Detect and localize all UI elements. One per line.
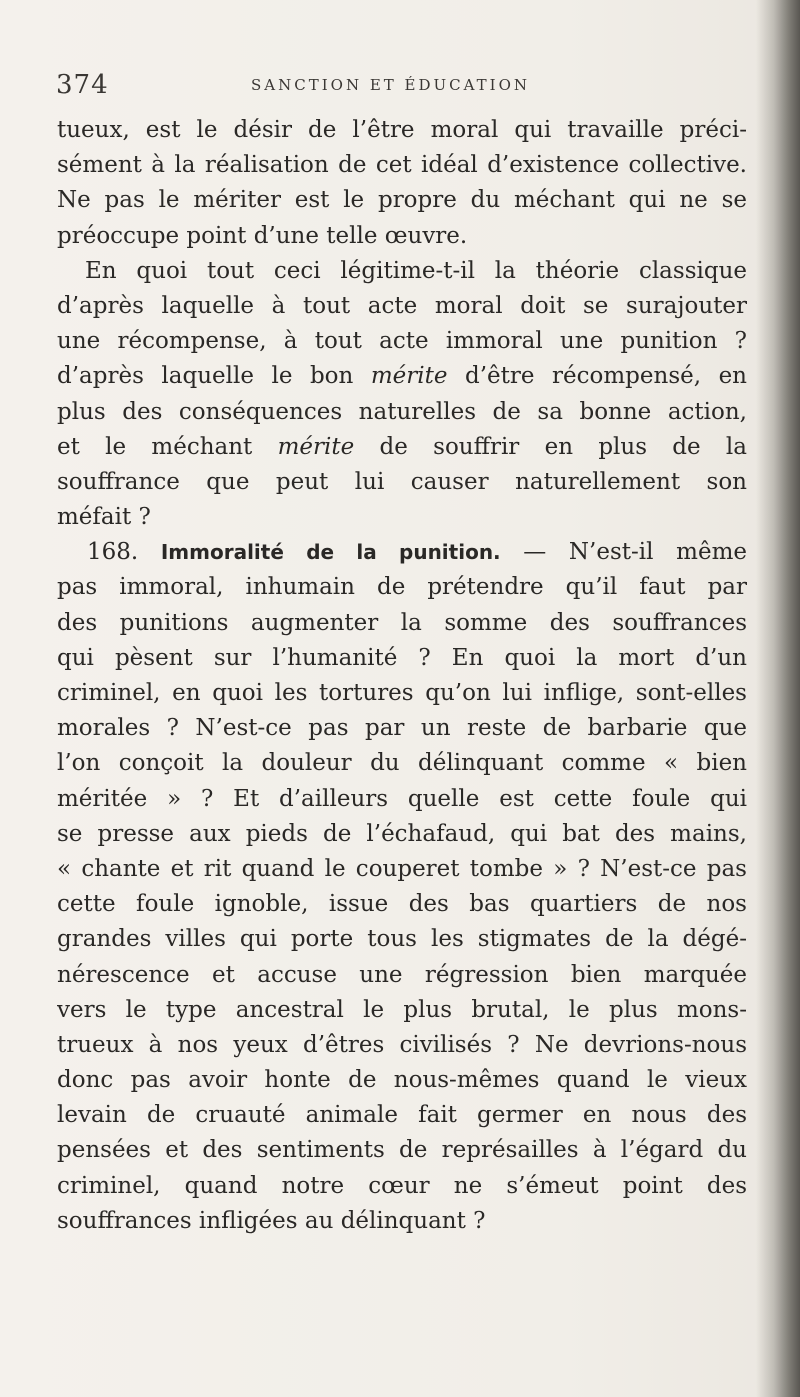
text-line: « chante et rit quand le couperet tombe » ? N’est-ce pas	[57, 855, 747, 882]
page-number: 374	[56, 70, 109, 100]
text-line: levain de cruauté animale fait germer en nous des	[57, 1102, 747, 1129]
text-line: qui pèsent sur l’humanité ? En quoi la mort d’un	[57, 644, 747, 671]
text-line: méfait ?	[57, 504, 151, 531]
text-fragment: d’après laquelle le bon	[57, 363, 371, 390]
text-line: trueux à nos yeux d’êtres civilisés ? Ne devrions-nous	[57, 1031, 747, 1058]
text-fragment: de souffrir en plus de la	[354, 433, 747, 460]
text-line	[57, 359, 747, 394]
text-line: pas immoral, inhumain de prétendre qu’il faut par	[57, 574, 747, 601]
text-line: souffrances infligées au délinquant ?	[57, 1207, 486, 1234]
running-title: SANCTION ET ÉDUCATION	[251, 76, 531, 94]
italic-word: mérite	[277, 433, 355, 460]
text-fragment: d’être récompensé, en	[447, 363, 747, 390]
text-line: une récompense, à tout acte immoral une punition ?	[57, 328, 747, 355]
text-line: préoccupe point d’une telle œuvre.	[57, 222, 468, 249]
text-line	[57, 430, 747, 465]
text-line: sément à la réalisation de cet idéal d’existence collective.	[57, 152, 747, 179]
running-head	[56, 70, 736, 100]
text-line: grandes villes qui porte tous les stigmates de la dégé-	[57, 926, 747, 953]
text-line: d’après laquelle à tout acte moral doit se surajouter	[57, 292, 747, 319]
text-line: plus des conséquences naturelles de sa bonne action,	[57, 398, 747, 425]
section-heading: Immoralité de la punition.	[160, 540, 501, 565]
text-line: criminel, quand notre cœur ne s’émeut point des	[57, 1172, 747, 1199]
text-line: méritée » ? Et d’ailleurs quelle est cette foule qui	[57, 785, 747, 812]
text-line: souffrance que peut lui causer naturellement son	[57, 468, 747, 495]
body-text	[57, 113, 747, 1239]
page-edge-shadow	[756, 0, 800, 1397]
text-line: morales ? N’est-ce pas par un reste de barbarie que	[57, 715, 747, 742]
italic-word: mérite	[370, 363, 448, 390]
text-line: donc pas avoir honte de nous-mêmes quand le vieux	[57, 1067, 747, 1094]
text-fragment: et le méchant	[57, 433, 278, 460]
text-line: tueux, est le désir de l’être moral qui travaille préci-	[57, 117, 747, 143]
text-line: des punitions augmenter la somme des souffrances	[57, 609, 747, 636]
text-line: pensées et des sentiments de représailles à l’égard du	[57, 1137, 747, 1164]
section-number: 168.	[87, 539, 139, 566]
section-heading-line	[57, 535, 747, 570]
text-line: nérescence et accuse une régression bien marquée	[57, 961, 747, 988]
text-line: vers le type ancestral le plus brutal, le plus mons-	[57, 996, 747, 1023]
text-line: En quoi tout ceci légitime-t-il la théorie classique	[85, 257, 747, 284]
text-fragment: — N’est-il même	[500, 539, 747, 566]
text-line: se presse aux pieds de l’échafaud, qui bat des mains,	[57, 820, 747, 847]
text-line: Ne pas le mériter est le propre du méchant qui ne se	[57, 187, 747, 214]
text-line: criminel, en quoi les tortures qu’on lui inflige, sont-elles	[57, 680, 747, 706]
text-line: cette foule ignoble, issue des bas quartiers de nos	[57, 891, 747, 918]
text-line: l’on conçoit la douleur du délinquant comme « bien	[57, 750, 747, 777]
